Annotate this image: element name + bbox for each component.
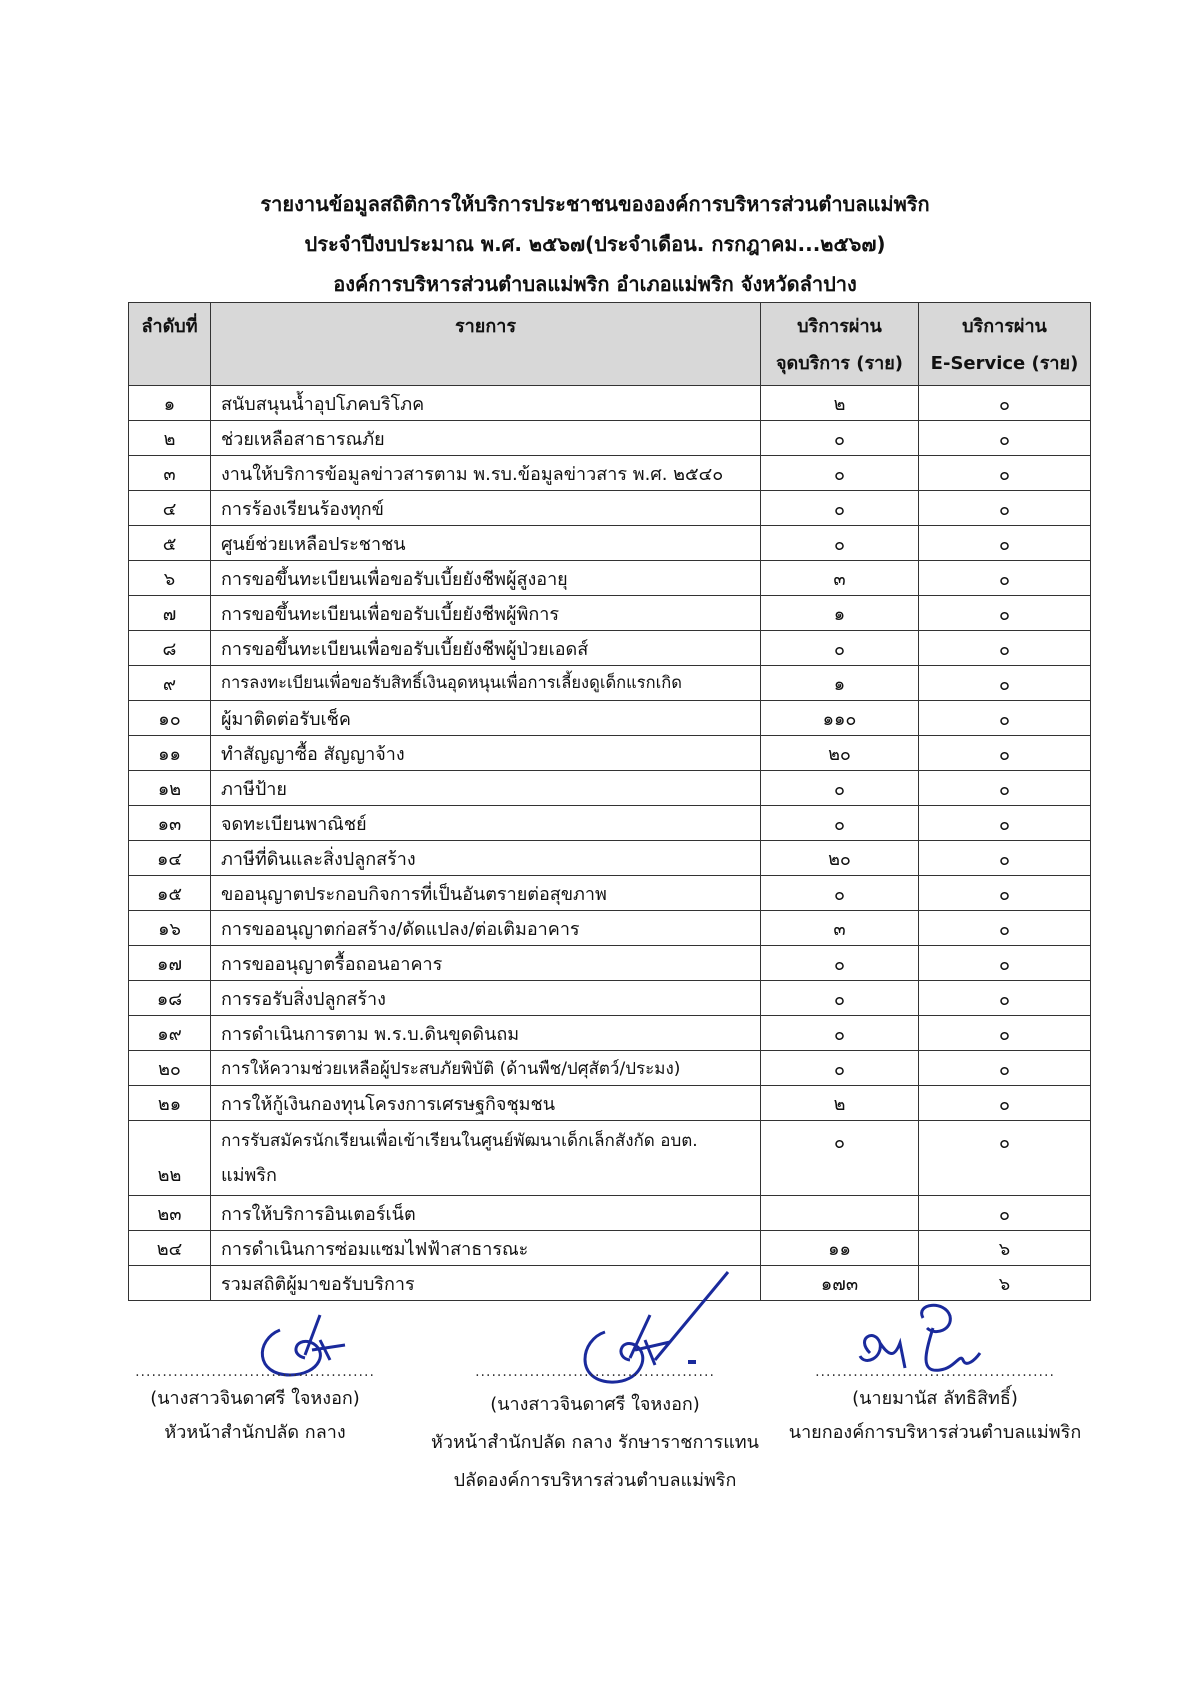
row-eservice: ๐ — [919, 1086, 1091, 1121]
row-no: ๑๑ — [129, 736, 211, 771]
row-item: ศูนย์ช่วยเหลือประชาชน — [211, 526, 761, 561]
row-eservice: ๐ — [919, 701, 1091, 736]
row-counter: ๒ — [761, 1086, 919, 1121]
report-organization: องค์การบริหารส่วนตำบลแม่พริก อำเภอแม่พริก จังหวัดลำปาง — [333, 272, 857, 296]
signature-center-position-line1: หัวหน้าสำนักปลัด กลาง รักษาราชการแทน — [431, 1432, 759, 1453]
row-item: การให้กู้เงินกองทุนโครงการเศรษฐกิจชุมชน — [211, 1086, 761, 1121]
row-no: ๑๗ — [129, 946, 211, 981]
row-no: ๑๖ — [129, 911, 211, 946]
header-eservice — [919, 303, 1091, 386]
row-item: ผู้มาติดต่อรับเช็ค — [211, 701, 761, 736]
row-no: ๒๒ — [129, 1121, 211, 1196]
row-eservice: ๐ — [919, 806, 1091, 841]
row-counter: ๐ — [761, 526, 919, 561]
table-row — [129, 876, 1091, 911]
table-header-row — [129, 303, 1091, 386]
table-row — [129, 911, 1091, 946]
row-counter: ๑๑ — [761, 1231, 919, 1266]
row-eservice: ๐ — [919, 666, 1091, 701]
table-row — [129, 806, 1091, 841]
row-no: ๑๓ — [129, 806, 211, 841]
signature-right-name: (นายมานัส ลัทธิสิทธิ์) — [852, 1388, 1018, 1409]
row-eservice: ๐ — [919, 1121, 1091, 1196]
row-item: การร้องเรียนร้องทุกข์ — [211, 491, 761, 526]
row-counter: ๑ — [761, 666, 919, 701]
row-no: ๑ — [129, 386, 211, 421]
total-label: รวมสถิติผู้มาขอรับบริการ — [211, 1266, 761, 1301]
row-eservice: ๐ — [919, 981, 1091, 1016]
row-eservice: ๐ — [919, 456, 1091, 491]
total-counter: ๑๗๓ — [761, 1266, 919, 1301]
total-no — [129, 1266, 211, 1301]
row-item: จดทะเบียนพาณิชย์ — [211, 806, 761, 841]
row-no: ๗ — [129, 596, 211, 631]
row-counter: ๐ — [761, 946, 919, 981]
row-item: การขอขึ้นทะเบียนเพื่อขอรับเบี้ยยังชีพผู้ป่วยเอดส์ — [211, 631, 761, 666]
table-row — [129, 491, 1091, 526]
row-eservice: ๐ — [919, 1016, 1091, 1051]
row-item: การรอรับสิ่งปลูกสร้าง — [211, 981, 761, 1016]
row-eservice: ๐ — [919, 946, 1091, 981]
row-item: สนับสนุนน้ำอุปโภคบริโภค — [211, 386, 761, 421]
row-counter: ๐ — [761, 876, 919, 911]
table-row — [129, 1086, 1091, 1121]
row-no: ๑๒ — [129, 771, 211, 806]
row-eservice: ๐ — [919, 526, 1091, 561]
row-item-line1: การรับสมัครนักเรียนเพื่อเข้าเรียนในศูนย์พัฒนาเด็กเล็กสังกัด อบต. — [221, 1131, 698, 1151]
table-row — [129, 736, 1091, 771]
row-eservice: ๐ — [919, 876, 1091, 911]
signature-left-name: (นางสาวจินดาศรี ใจหงอก) — [150, 1388, 360, 1409]
row-no: ๙ — [129, 666, 211, 701]
row-counter: ๐ — [761, 806, 919, 841]
signature-right — [770, 1362, 1100, 1450]
header-eservice-line1: บริการผ่าน — [962, 316, 1047, 337]
table-row — [129, 701, 1091, 736]
row-item: งานให้บริการข้อมูลข่าวสารตาม พ.รบ.ข้อมูลข่าวสาร พ.ศ. ๒๕๔๐ — [211, 456, 761, 491]
row-counter: ๐ — [761, 1016, 919, 1051]
signature-center-position-line2: ปลัดองค์การบริหารส่วนตำบลแม่พริก — [453, 1470, 737, 1491]
signature-right-dots: ............................................ — [815, 1364, 1055, 1380]
row-counter: ๒ — [761, 386, 919, 421]
header-counter-line2: จุดบริการ (ราย) — [775, 353, 904, 374]
table-row — [129, 386, 1091, 421]
row-item-line2: แม่พริก — [221, 1165, 277, 1186]
table-row — [129, 1121, 1091, 1196]
row-eservice: ๐ — [919, 911, 1091, 946]
signature-center — [400, 1362, 790, 1498]
signature-right-position: นายกองค์การบริหารส่วนตำบลแม่พริก — [788, 1422, 1082, 1443]
row-item: การลงทะเบียนเพื่อขอรับสิทธิ์เงินอุดหนุนเพื่อการเลี้ยงดูเด็กแรกเกิด — [211, 666, 761, 701]
table-row — [129, 1196, 1091, 1231]
total-eservice: ๖ — [919, 1266, 1091, 1301]
row-counter: ๐ — [761, 771, 919, 806]
row-item: ภาษีที่ดินและสิ่งปลูกสร้าง — [211, 841, 761, 876]
table-row — [129, 946, 1091, 981]
row-no: ๒๐ — [129, 1051, 211, 1086]
signature-left-dots: ............................................ — [135, 1364, 375, 1380]
report-subtitle: ประจำปีงบประมาณ พ.ศ. ๒๕๖๗(ประจำเดือน. กรกฎาคม...๒๕๖๗) — [304, 232, 886, 256]
row-no: ๑๐ — [129, 701, 211, 736]
row-no: ๑๘ — [129, 981, 211, 1016]
row-no: ๓ — [129, 456, 211, 491]
row-item: การให้ความช่วยเหลือผู้ประสบภัยพิบัติ (ด้านพืช/ปศุสัตว์/ประมง) — [211, 1051, 761, 1086]
row-counter: ๐ — [761, 631, 919, 666]
row-item: การให้บริการอินเตอร์เน็ต — [211, 1196, 761, 1231]
row-counter: ๐ — [761, 491, 919, 526]
row-item: การขออนุญาตรื้อถอนอาคาร — [211, 946, 761, 981]
row-no: ๕ — [129, 526, 211, 561]
report-title: รายงานข้อมูลสถิติการให้บริการประชาชนขององค์การบริหารส่วนตำบลแม่พริก — [260, 192, 930, 216]
row-no: ๖ — [129, 561, 211, 596]
header-no: ลำดับที่ — [129, 303, 211, 386]
row-no: ๒๑ — [129, 1086, 211, 1121]
row-eservice: ๐ — [919, 421, 1091, 456]
row-no: ๑๕ — [129, 876, 211, 911]
row-counter: ๒๐ — [761, 841, 919, 876]
table-row — [129, 1016, 1091, 1051]
signature-center-dots: ............................................ — [475, 1364, 715, 1380]
row-counter: ๒๐ — [761, 736, 919, 771]
table-row — [129, 631, 1091, 666]
row-eservice: ๐ — [919, 1051, 1091, 1086]
row-no: ๘ — [129, 631, 211, 666]
signature-center-name: (นางสาวจินดาศรี ใจหงอก) — [490, 1394, 700, 1415]
table-row — [129, 561, 1091, 596]
row-no: ๒ — [129, 421, 211, 456]
signature-left-position: หัวหน้าสำนักปลัด กลาง — [164, 1422, 346, 1443]
table-row — [129, 1231, 1091, 1266]
signature-left — [130, 1362, 380, 1450]
row-item: ช่วยเหลือสาธารณภัย — [211, 421, 761, 456]
row-item: การขอขึ้นทะเบียนเพื่อขอรับเบี้ยยังชีพผู้สูงอายุ — [211, 561, 761, 596]
row-eservice: ๐ — [919, 771, 1091, 806]
statistics-table — [128, 302, 1091, 1301]
row-counter: ๐ — [761, 421, 919, 456]
row-item — [211, 1121, 761, 1196]
row-item: การดำเนินการซ่อมแซมไฟฟ้าสาธารณะ — [211, 1231, 761, 1266]
table-row — [129, 421, 1091, 456]
row-counter — [761, 1196, 919, 1231]
row-eservice: ๐ — [919, 386, 1091, 421]
row-item: ภาษีป้าย — [211, 771, 761, 806]
row-counter: ๓ — [761, 561, 919, 596]
row-eservice: ๐ — [919, 561, 1091, 596]
table-row — [129, 666, 1091, 701]
row-counter: ๑๑๐ — [761, 701, 919, 736]
row-item: ทำสัญญาซื้อ สัญญาจ้าง — [211, 736, 761, 771]
row-no: ๑๔ — [129, 841, 211, 876]
table-row — [129, 981, 1091, 1016]
table-row — [129, 841, 1091, 876]
row-counter: ๐ — [761, 981, 919, 1016]
table-row — [129, 526, 1091, 561]
row-eservice: ๐ — [919, 596, 1091, 631]
row-item: การดำเนินการตาม พ.ร.บ.ดินขุดดินถม — [211, 1016, 761, 1051]
row-eservice: ๖ — [919, 1231, 1091, 1266]
row-counter: ๐ — [761, 456, 919, 491]
row-no: ๒๓ — [129, 1196, 211, 1231]
table-row — [129, 596, 1091, 631]
row-counter: ๓ — [761, 911, 919, 946]
row-item: ขออนุญาตประกอบกิจการที่เป็นอันตรายต่อสุขภาพ — [211, 876, 761, 911]
row-no: ๒๔ — [129, 1231, 211, 1266]
header-counter-line1: บริการผ่าน — [797, 316, 882, 337]
table-row — [129, 456, 1091, 491]
row-item: การขออนุญาตก่อสร้าง/ดัดแปลง/ต่อเติมอาคาร — [211, 911, 761, 946]
row-item: การขอขึ้นทะเบียนเพื่อขอรับเบี้ยยังชีพผู้พิการ — [211, 596, 761, 631]
header-eservice-line2: E-Service (ราย) — [930, 353, 1079, 374]
header-item: รายการ — [211, 303, 761, 386]
row-counter: ๑ — [761, 596, 919, 631]
table-row — [129, 1051, 1091, 1086]
row-no: ๔ — [129, 491, 211, 526]
row-eservice: ๐ — [919, 1196, 1091, 1231]
header-counter — [761, 303, 919, 386]
row-counter: ๐ — [761, 1051, 919, 1086]
row-eservice: ๐ — [919, 491, 1091, 526]
table-row — [129, 771, 1091, 806]
row-no: ๑๙ — [129, 1016, 211, 1051]
row-eservice: ๐ — [919, 841, 1091, 876]
row-counter: ๐ — [761, 1121, 919, 1196]
row-eservice: ๐ — [919, 736, 1091, 771]
row-eservice: ๐ — [919, 631, 1091, 666]
